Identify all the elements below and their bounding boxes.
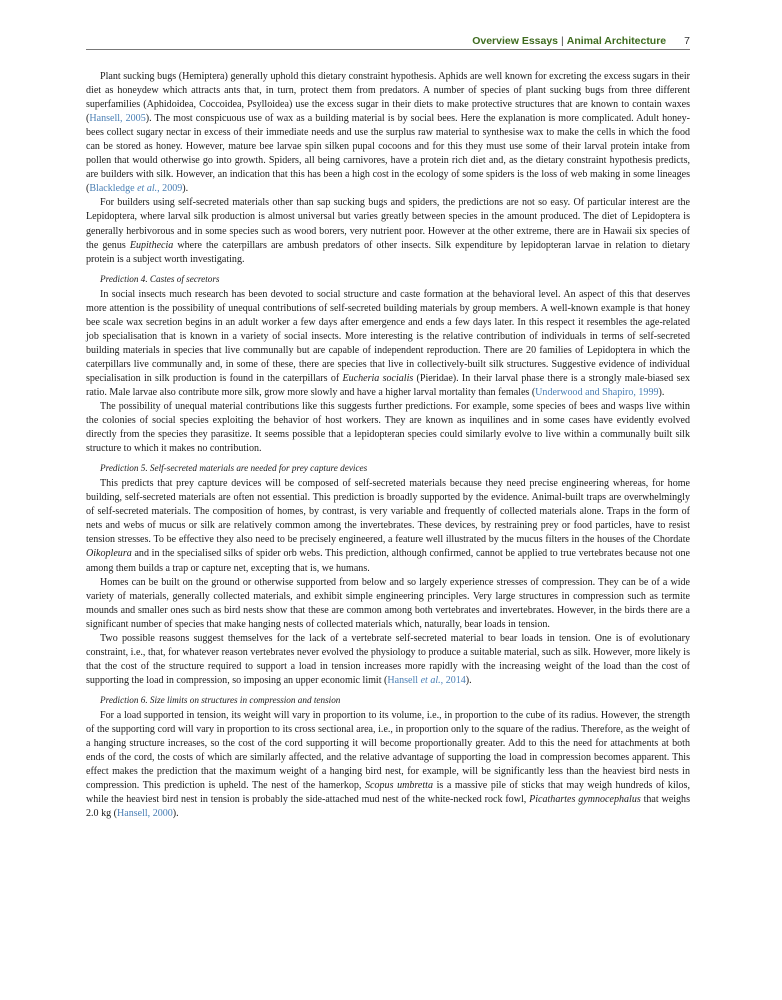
taxon-name: Picathartes gymnocephalus [529,794,641,806]
citation-author: Blackledge [89,183,138,195]
paragraph [86,477,690,575]
text-run: This predicts that prey capture devices will be composed of self-secreted materials because they need precise engineering whereas, for home building, self-secreted materials are often not essential. This prediction is broadly supported by the evidence. Animal-built traps are overwhelmingly of self-secreted materials. The composition of homes, by contrast, is very variable and frequently of collected materials alone. Traps in the form of nets and webs of mucus or silk are relatively common among the invertebrates. These devices, by restraining prey or food particles, have to resist tension stresses. To be effective they also need to be precisely engineered, a feature well illustrated by the mucus filters in the houses of the Chordate [86,478,690,546]
text-run: Two possible reasons suggest themselves for the lack of a vertebrate self-secreted material to bear loads in tension. One is of evolutionary constraint, i.e., that, for whatever reason vertebrates never evolved the physiology to produce a suitable material, such as silk. However, more likely is that the cost of the structure required to support a load in tension increases more rapidly with the increasing weight of the load than the cost of supporting the load in compression, so imposing an upper economic limit ( [86,632,690,686]
running-head [86,33,690,49]
citation-etal: et al. [137,183,158,195]
taxon-name: Eucheria socialis [342,372,414,384]
text-run: For builders using self-secreted materials other than sap sucking bugs and spiders, the predictions are not so easy. Of particular interest are the Lepidoptera, where larval silk production is almost universal but varies greatly between species in the amount produced. The diet of Lepidoptera is generally herbivorous and in some species such as wood borers, very nutrient poor. However at the other extreme, there are in Hawaii six species of the genus [86,197,690,251]
citation-author: Hansell [387,674,421,686]
body-text [86,70,690,821]
taxon-name: Scopus umbretta [365,780,433,792]
text-run: For a load supported in tension, its weight will vary in proportion to its volume, i.e., in proportion to the cube of its radius. However, the strength of the supporting cord will vary in proportion to its cross sectional area, i.e., in proportion only to the square of the radius. Therefore, as the weight of a hanging structure increases, so the cost of the cord supporting it will become proportionally greater. Add to this the need for attachments at both ends of the cord, the costs of which are similarly affected, and the relative advantage of supporting the load in compression becomes apparent. This effect makes the prediction that the maximum weight of a hanging bird nest, for example, will be significantly less than the heaviest bird nests in compression. This prediction is upheld. The nest of the hamerkop, [86,709,690,792]
text-run: where the caterpillars are ambush predators of other insects. Silk expenditure by lepidopteran larvae in relation to dietary protein is a subject worth investigating. [86,239,690,265]
running-head-separator: | [561,35,564,47]
paragraph: Homes can be built on the ground or otherwise supported from below and so largely experience stresses of compression. They can be of a wide variety of materials, generally collected materials, and exhibit simple engineering principles. Very large structures in compression such as termite mounds and smaller ones such as bird nests show that these are common among both vertebrates and invertebrates. However, in the birds there are a significant number of species that make hanging nests of collected materials which, naturally, bear loads in tension. [86,576,690,630]
running-head-chapter: Animal Architecture [566,35,667,47]
text-run: is a massive pile of sticks that may weigh hundreds of kilos, while the heaviest bird nest in tension is probably the side-attached mud nest of the white-necked rock fowl, [86,780,690,806]
paragraph [86,709,690,821]
text-run: (Pieridae). In their larval phase there is a strongly male-biased sex ratio. Male larvae also contribute more silk, grow more slowly and have a higher larval mortality than females ( [86,372,690,398]
text-run: and in the specialised silks of spider orb webs. This prediction, although confirmed, cannot be applied to true vertebrates because not one among them builds a trap or capture net, excepting that is, we humans. [86,548,690,574]
running-head-section: Overview Essays [472,35,559,47]
taxon-name: Eupithecia [129,239,174,251]
citation-year: , 2014 [440,674,466,686]
citation-link[interactable] [89,183,182,194]
header-rule [86,49,690,50]
page-number: 7 [684,35,690,47]
text-run: ). The most conspicuous use of wax as a building material is by social bees. Here the explanation is more complicated. Adult honey-bees collect sugary nectar in excess of their immediate needs and use the surplus raw material to synthesise wax to make the cells in which the food can be stored as honey. However, mature bee larvae spin silken pupal cocoons and for this they must use some of their larval protein intake from pollen that would otherwise go into growth. Spiders, all being carnivores, have a protein rich diet and, as the dietary constraint hypothesis predicts, are builders with silk. However, an indication that this has been a high cost in the ecology of some spiders is the loss of web making in some lineages ( [86,113,690,195]
paragraph [86,288,690,400]
taxon-name: Oikopleura [86,548,132,560]
text-run: that weighs 2.0 kg ( [86,794,690,820]
citation-year: , 2009 [157,183,183,195]
citation-link[interactable] [387,675,465,686]
citation-link[interactable]: Underwood and Shapiro, 1999 [535,386,659,398]
section-heading-prediction-6: Prediction 6. Size limits on structures in compression and tension [100,694,341,705]
section-heading-prediction-5: Prediction 5. Self-secreted materials are needed for prey capture devices [100,463,368,474]
paragraph [86,196,690,266]
text-run: ). [658,386,665,398]
text-run: ). [172,808,179,820]
text-run: Plant sucking bugs (Hemiptera) generally uphold this dietary constraint hypothesis. Aphids are well known for excreting the excess sugars in their diet as honeydew which attracts ants that, in turn, protect them from predators. A number of species of plant sucking bugs from three different superfamilies (Aphidoidea, Coccoidea, Psylloidea) use the excess sugar in their diets to make protective structures that are known to contain waxes ( [86,71,690,125]
text-run: In social insects much research has been devoted to social structure and caste formation at the behavioral level. An aspect of this that deserves more attention is the possibility of unequal contributions of self-secreted building materials by group members. A well-known example is that honey bee scale wax secretion begins in an adult worker a few days after emergence and ends a few days later. In this respect it resembles the age-related job specialisation that is known in a variety of social insects. More interesting is the relative contribution of individuals in terms of self-secreted building materials in species that live communally but are capable of independent reproduction. There are 20 families of Lepidoptera in which the caterpillars live communally and, in some of these, there are species that live in collectively-built silk structures. Suggestive evidence of individual specialisation in silk production is found in the caterpillars of [86,288,690,384]
citation-link[interactable]: Hansell, 2005 [89,113,146,125]
text-run: ). [465,674,472,686]
citation-link[interactable]: Hansell, 2000 [116,808,173,820]
text-run: ). [182,183,189,195]
citation-etal: et al. [420,674,441,686]
paragraph: The possibility of unequal material contributions like this suggests further predictions. For example, some species of bees and wasps live within the colonies of social species exploiting the behavior of host workers. They are known as inquilines and in some cases have evidently evolved directly from the species they parasitize. It seems possible that a lepidopteran species could similarly evolve to live within a communally built silk structure to which it makes no contribution. [86,401,690,455]
section-heading-prediction-4: Prediction 4. Castes of secretors [100,273,220,284]
paragraph [86,70,690,196]
paragraph [86,632,690,688]
